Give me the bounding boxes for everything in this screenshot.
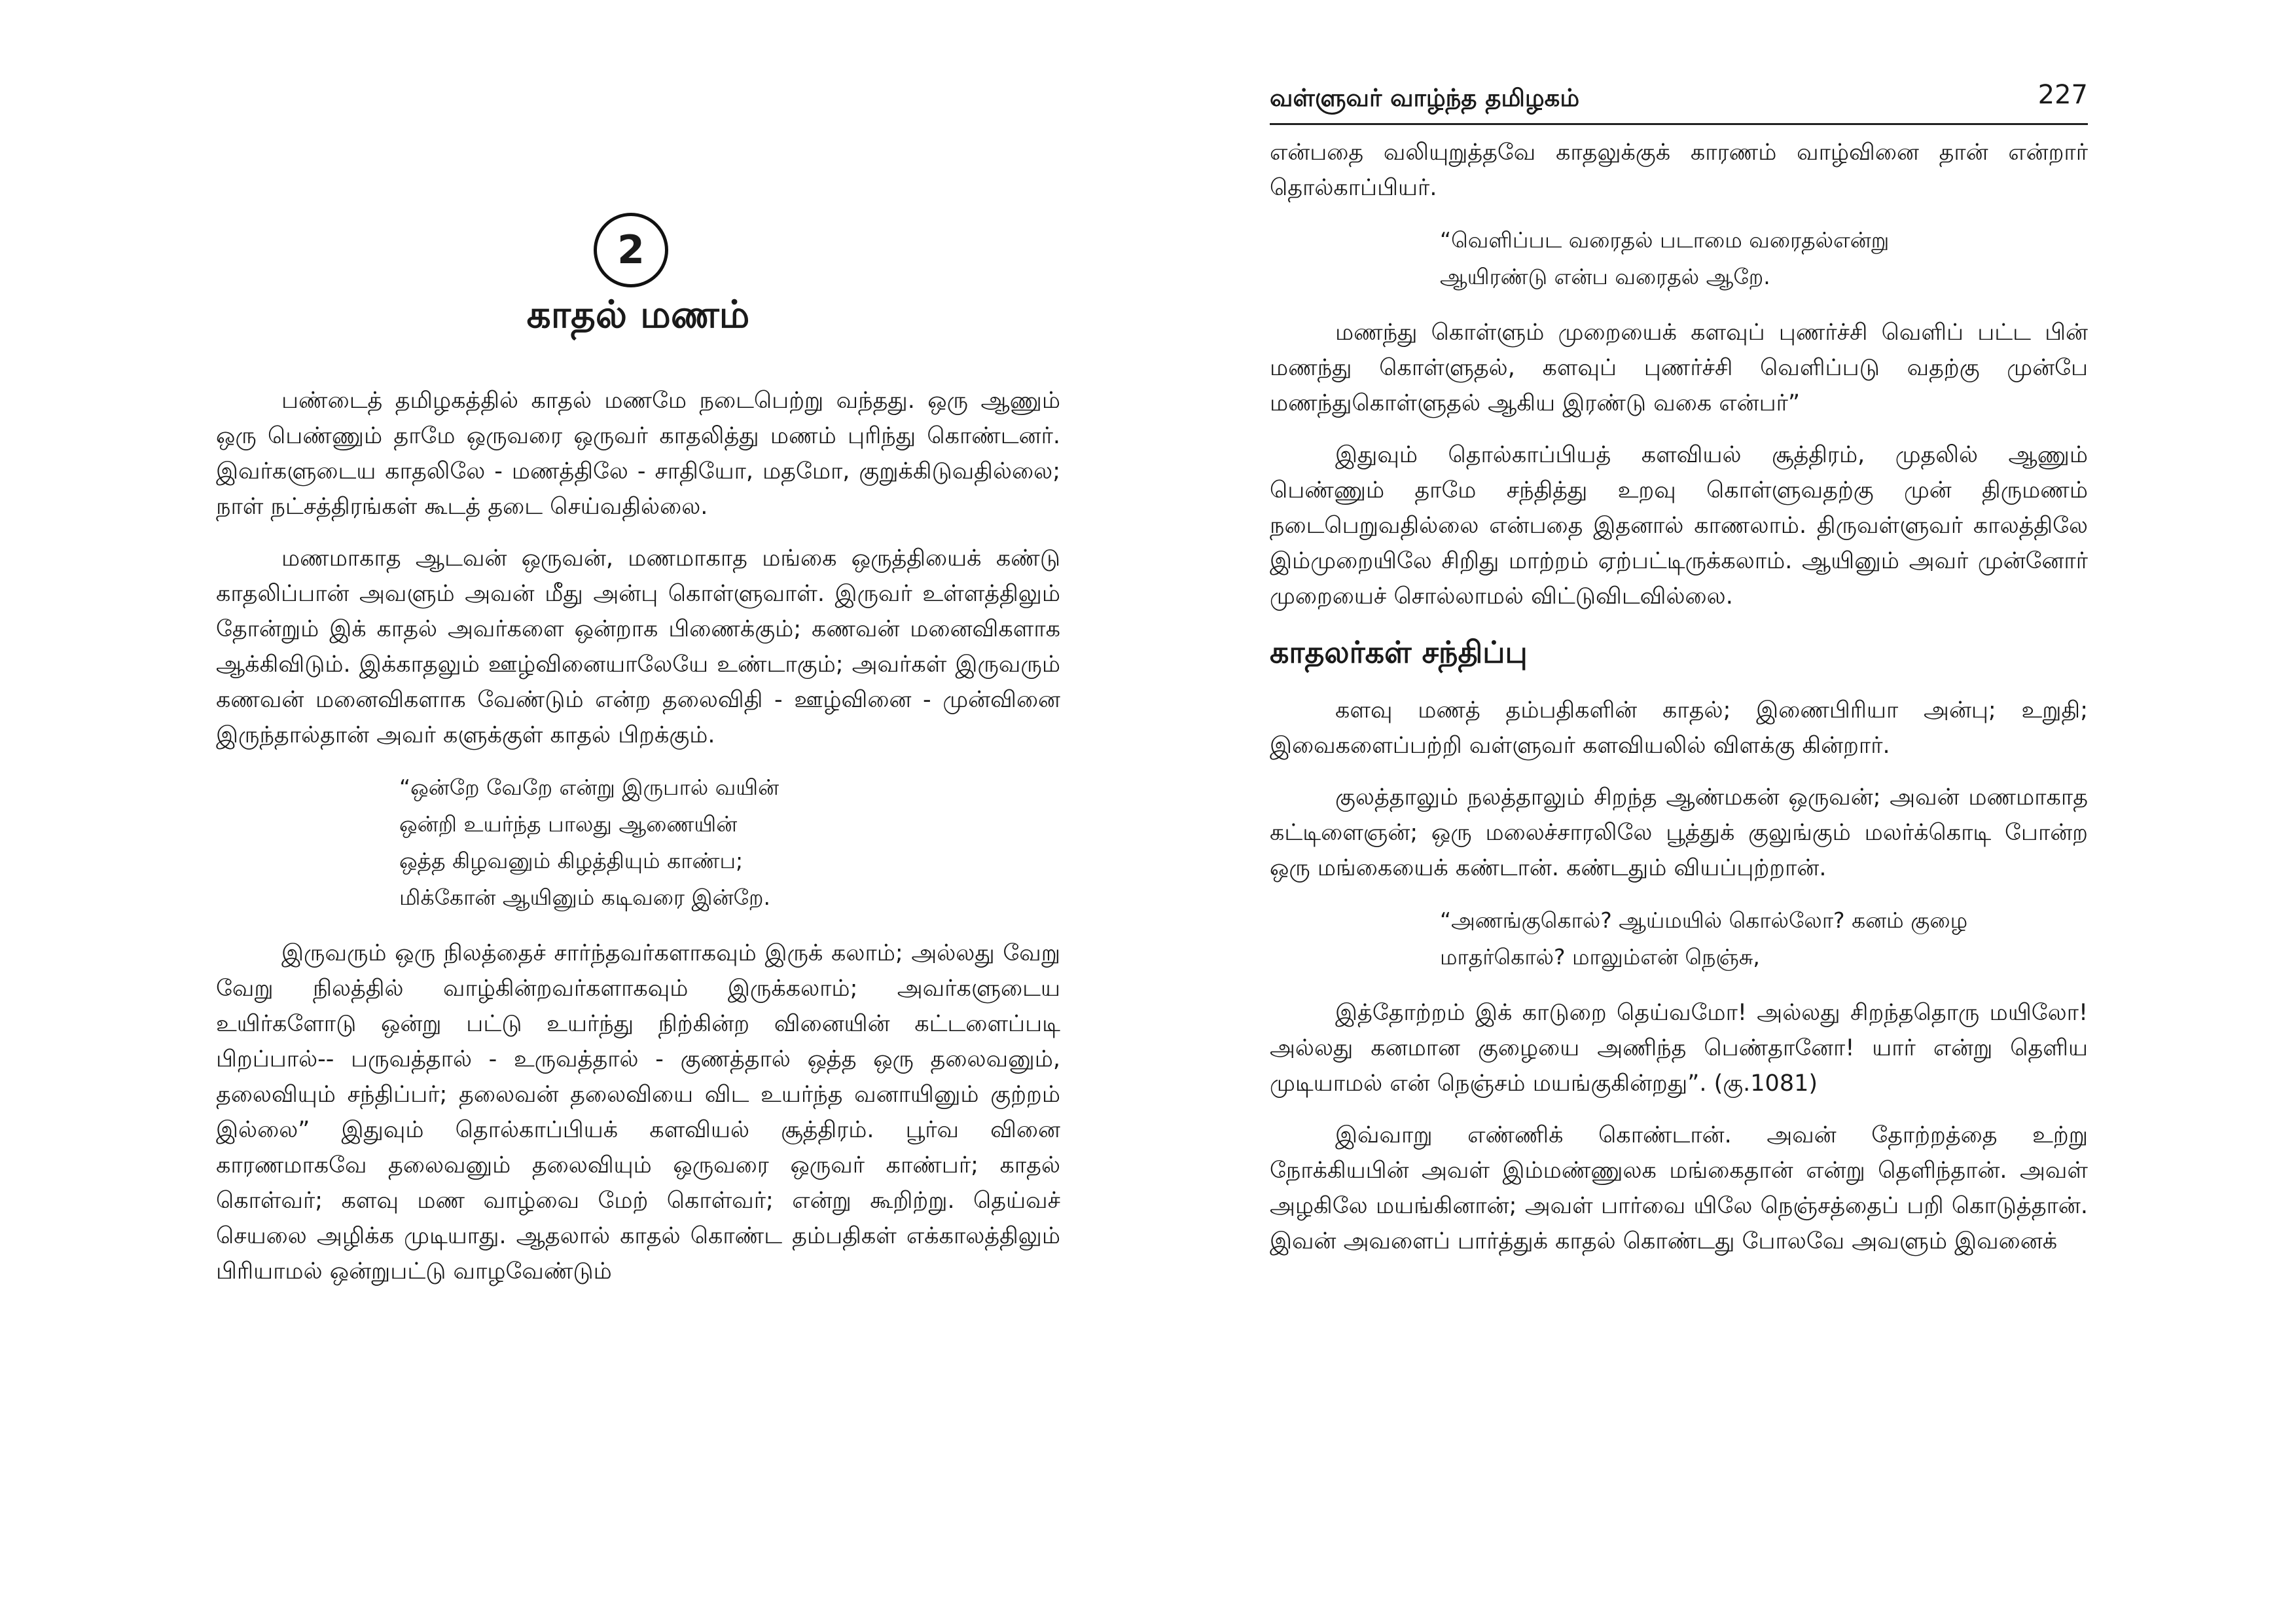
verse-line: “வெளிப்பட வரைதல் படாமை வரைதல்என்று [1440,227,1890,253]
running-header [1270,77,2088,125]
paragraph: இருவரும் ஒரு நிலத்தைச் சார்ந்தவர்களாகவும் இருக் கலாம்; அல்லது வேறு வேறு நிலத்தில் வாழ்கின்றவர்களாகவும் இருக்கலாம்; அவர்களுடைய உயிர்களோடு ஒன்று பட்டு உயர்ந்து நிற்கின்ற வினையின் கட்டளைப்படி பிறப்பால்-- பருவத்தால் - உருவத்தால் - குணத்தால் ஒத்த ஒரு தலைவனும், தலைவியும் சந்திப்பர்; தலைவன் தலைவியை விட உயர்ந்த வனாயினும் குற்றம் இல்லை” இதுவும் தொல்காப்பியக் களவியல் சூத்திரம். பூர்வ வினை காரணமாகவே தலைவனும் தலைவியும் ஒருவரை ஒருவர் காண்பர்; காதல் கொள்வர்; களவு மண வாழ்வை மேற் கொள்வர்; என்று கூறிற்று. தெய்வச் செயலை அழிக்க முடியாது. ஆதலால் காதல் கொண்ட தம்பதிகள் எக்காலத்திலும் பிரியாமல் ஒன்றுபட்டு வாழவேண்டும் [216,940,1060,1285]
verse-line: மாதர்கொல்? மாலும்என் நெஞ்சு, [1440,944,1760,970]
chapter-number-badge [594,213,668,287]
left-page [216,0,1060,1623]
verse-line: “ஒன்றே வேறே என்று இருபால் வயின் [399,775,780,800]
right-page [1270,0,2088,1623]
running-title: வள்ளுவர் வாழ்ந்த தமிழகம் [1270,84,1580,112]
verse-line: ஆயிரண்டு என்ப வரைதல் ஆறே. [1440,264,1770,289]
right-page-body [1270,135,2088,1275]
section-heading: காதலர்கள் சந்திப்பு [1270,634,1528,670]
paragraph: இவ்வாறு எண்ணிக் கொண்டான். அவன் தோற்றத்தை உற்று நோக்கியபின் அவள் இம்மண்ணுலக மங்கைதான் என்று தெளிந்தான். அவள் அழகிலே மயங்கினான்; அவள் பார்வை யிலே நெஞ்சத்தைப் பறி கொடுத்தான். இவன் அவளைப் பார்த்துக் காதல் கொண்டது போலவே அவளும் இவனைக் [1270,1122,2088,1254]
verse-quote [1270,902,2088,976]
left-page-body [216,383,1060,1305]
paragraph: மணந்து கொள்ளும் முறையைக் களவுப் புணர்ச்சி வெளிப் பட்ட பின் மணந்து கொள்ளுதல், களவுப் புணர்ச்சி வெளிப்படு வதற்கு முன்பே மணந்துகொள்ளுதல் ஆகிய இரண்டு வகை என்பர்” [1270,319,2088,416]
verse-line: ஒன்றி உயர்ந்த பாலது ஆணையின் [399,811,738,837]
verse-quote [1270,222,2088,295]
paragraph: பண்டைத் தமிழகத்தில் காதல் மணமே நடைபெற்று வந்தது. ஒரு ஆணும் ஒரு பெண்ணும் தாமே ஒருவரை ஒருவர் காதலித்து மணம் புரிந்து கொண்டனர். இவர்களுடைய காதலிலே - மணத்திலே - சாதியோ, மதமோ, குறுக்கிடுவதில்லை; நாள் நட்சத்திரங்கள் கூடத் தடை செய்வதில்லை. [216,388,1060,520]
paragraph: களவு மணத் தம்பதிகளின் காதல்; இணைபிரியா அன்பு; உறுதி; இவைகளைப்பற்றி வள்ளுவர் களவியலில் விளக்கு கின்றார். [1270,697,2088,759]
chapter-number: 2 [617,227,645,273]
paragraph: இதுவும் தொல்காப்பியத் களவியல் சூத்திரம், முதலில் ஆணும் பெண்ணும் தாமே சந்தித்து உறவு கொள்ளுவதற்கு முன் திருமணம் நடைபெறுவதில்லை என்பதை இதனால் காணலாம். திருவள்ளுவர் காலத்திலே இம்முறையிலே சிறிது மாற்றம் ஏற்பட்டிருக்கலாம். ஆயினும் அவர் முன்னோர் முறையைச் சொல்லாமல் விட்டுவிடவில்லை. [1270,442,2088,610]
paragraph: மணமாகாத ஆடவன் ஒருவன், மணமாகாத மங்கை ஒருத்தியைக் கண்டு காதலிப்பான் அவளும் அவன் மீது அன்பு கொள்ளுவாள். இருவர் உள்ளத்திலும் தோன்றும் இக் காதல் அவர்களை ஒன்றாக பிணைக்கும்; கணவன் மனைவிகளாக ஆக்கிவிடும். இக்காதலும் ஊழ்வினையாலேயே உண்டாகும்; அவர்கள் இருவரும் கணவன் மனைவிகளாக வேண்டும் என்ற தலைவிதி - ஊழ்வினை - முன்வினை இருந்தால்தான் அவர் களுக்குள் காதல் பிறக்கும். [216,545,1060,748]
paragraph: குலத்தாலும் நலத்தாலும் சிறந்த ஆண்மகன் ஒருவன்; அவன் மணமாகாத கட்டிளைஞன்; ஒரு மலைச்சாரலிலே பூத்துக் குலுங்கும் மலர்க்கொடி போன்ற ஒரு மங்கையைக் கண்டான். கண்டதும் வியப்புற்றான். [1270,784,2088,881]
verse-line: “அணங்குகொல்? ஆய்மயில் கொல்லோ? கனம் குழை [1440,907,1968,933]
verse-line: ஒத்த கிழவனும் கிழத்தியும் காண்ப; [399,848,744,873]
verse-quote [216,769,1060,916]
paragraph: என்பதை வலியுறுத்தவே காதலுக்குக் காரணம் வாழ்வினை தான் என்றார் தொல்காப்பியர். [1270,139,2088,201]
chapter-title: காதல் மணம் [526,292,750,337]
page-number: 227 [2037,80,2088,110]
verse-line: மிக்கோன் ஆயினும் கடிவரை இன்றே. [399,884,770,910]
paragraph: இத்தோற்றம் இக் காடுறை தெய்வமோ! அல்லது சிறந்ததொரு மயிலோ! அல்லது கனமான குழையை அணிந்த பெண்தானோ! யார் என்று தெளிய முடியாமல் என் நெஞ்சம் மயங்குகின்றது”. (கு.1081) [1270,1000,2088,1097]
